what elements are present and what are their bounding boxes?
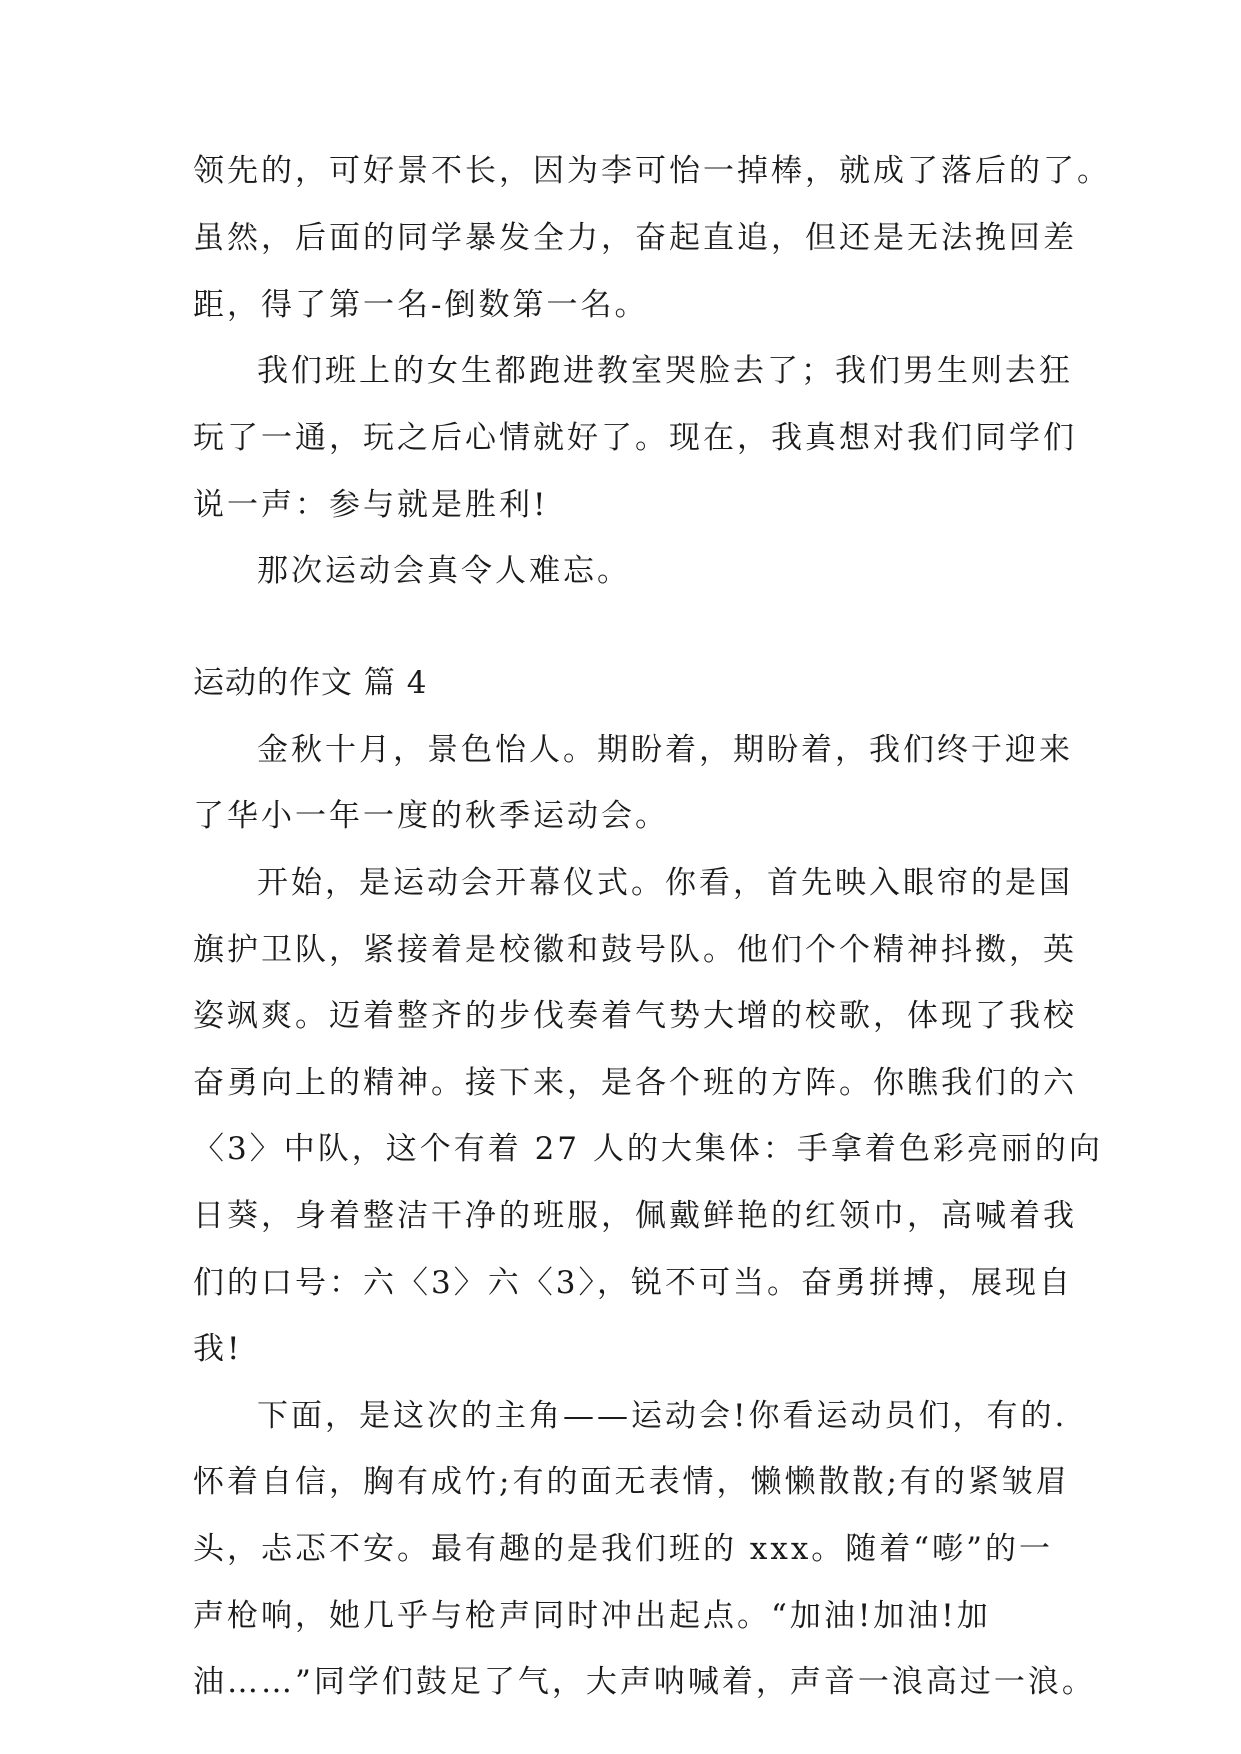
paragraph-line: 金秋十月，景色怡人。期盼着，期盼着，我们终于迎来 xyxy=(257,732,1073,768)
paragraph-line: 领先的，可好景不长，因为李可怡一掉棒，就成了落后的了。 xyxy=(193,153,1111,189)
paragraph-line: 我! xyxy=(193,1331,243,1367)
paragraph-line: 开始，是运动会开幕仪式。你看，首先映入眼帘的是国 xyxy=(257,865,1073,901)
paragraph-line: 距，得了第一名-倒数第一名。 xyxy=(193,287,649,323)
paragraph-line: 怀着自信，胸有成竹;有的面无表情，懒懒散散;有的紧皱眉 xyxy=(193,1464,1070,1500)
paragraph-line: 声枪响，她几乎与枪声同时冲出起点。“加油!加油!加 xyxy=(193,1598,991,1634)
paragraph-line: 旗护卫队，紧接着是校徽和鼓号队。他们个个精神抖擞，英 xyxy=(193,932,1077,968)
paragraph-line: 虽然，后面的同学暴发全力，奋起直追，但还是无法挽回差 xyxy=(193,220,1077,256)
paragraph-line: 下面，是这次的主角——运动会!你看运动员们，有的. xyxy=(257,1398,1068,1434)
paragraph-line: 我们班上的女生都跑进教室哭脸去了；我们男生则去狂 xyxy=(257,353,1073,389)
paragraph-line: 了华小一年一度的秋季运动会。 xyxy=(193,798,669,834)
paragraph-line: 们的口号：六〈3〉六〈3〉，锐不可当。奋勇拼搏，展现自 xyxy=(193,1265,1073,1301)
paragraph-line: 那次运动会真令人难忘。 xyxy=(257,553,631,589)
paragraph-line: 玩了一通，玩之后心情就好了。现在，我真想对我们同学们 xyxy=(193,420,1077,456)
paragraph-line: 说一声：参与就是胜利! xyxy=(193,487,549,523)
section-heading: 运动的作文 篇 4 xyxy=(193,665,428,701)
paragraph-line: 日葵，身着整洁干净的班服，佩戴鲜艳的红领巾，高喊着我 xyxy=(193,1198,1077,1234)
paragraph-line: 头，忐忑不安。最有趣的是我们班的 xxx。随着“嘭”的一 xyxy=(193,1531,1053,1567)
paragraph-line: 油……”同学们鼓足了气，大声呐喊着，声音一浪高过一浪。 xyxy=(193,1664,1096,1700)
paragraph-line: 〈3〉中队，这个有着 27 人的大集体：手拿着色彩亮丽的向 xyxy=(193,1131,1103,1167)
paragraph-line: 姿飒爽。迈着整齐的步伐奏着气势大增的校歌，体现了我校 xyxy=(193,998,1077,1034)
paragraph-line: 奋勇向上的精神。接下来，是各个班的方阵。你瞧我们的六 xyxy=(193,1065,1077,1101)
